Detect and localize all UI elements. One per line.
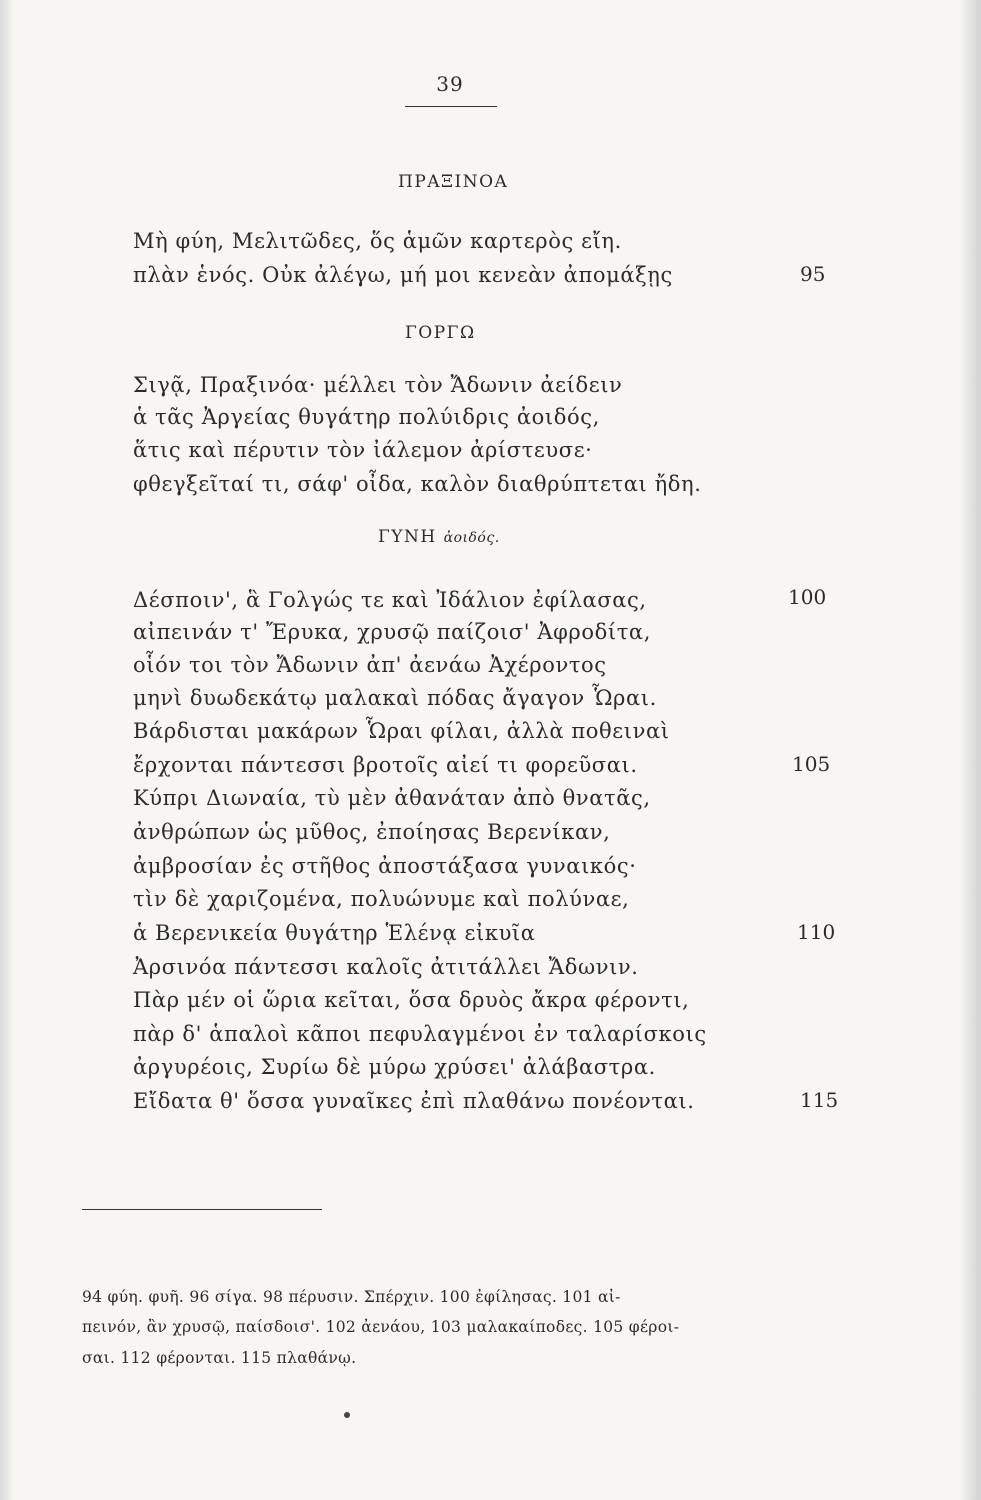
verse-line: Μὴ φύη, Μελιτῶδες, ὅς ἁμῶν καρτερὸς εἴη. (133, 229, 622, 253)
verse-line: Εἴδατα θ' ὅσσα γυναῖκες ἐπὶ πλαθάνω πονέονται. (133, 1089, 695, 1113)
speaker-heading: ΓΟΡΓΩ (405, 323, 476, 343)
verse-line: φθεγξεῖταί τι, σάφ' οἶδα, καλὸν διαθρύπτεται ἤδη. (133, 472, 702, 496)
verse-line: ἁ Βερενικεία θυγάτηρ Ἑλένᾳ εἰκυῖα (133, 921, 536, 945)
footnote-line: 94 φύη. φυῆ. 96 σίγα. 98 πέρυσιν. Σπέρχιν. 100 ἐφίλησας. 101 αἰ- (82, 1288, 621, 1306)
verse-line: ἀργυρέοις, Συρίω δὲ μύρω χρύσει' ἀλάβαστρα. (133, 1055, 656, 1079)
verse-line: Πὰρ μέν οἱ ὥρια κεῖται, ὅσα δρυὸς ἄκρα φέροντι, (133, 988, 690, 1012)
line-number: 100 (788, 585, 827, 609)
line-number: 105 (792, 752, 831, 776)
page-number-rule (405, 106, 497, 107)
verse-line: Κύπρι Διωναία, τὺ μὲν ἀθανάταν ἀπὸ θνατᾶς, (133, 786, 651, 810)
line-number: 110 (797, 920, 836, 944)
page-edge-right (959, 0, 981, 1500)
verse-line: Σιγᾷ, Πραξινόα· μέλλει τὸν Ἄδωνιν ἀείδειν (133, 373, 623, 397)
verse-line: ἀμβροσίαν ἐς στῆθος ἀποστάξασα γυναικός· (133, 854, 637, 878)
verse-line: ἁ τᾶς Ἀργείας θυγάτηρ πολύιδρις ἀοιδός, (133, 405, 600, 429)
verse-line: Βάρδισται μακάρων Ὧραι φίλαι, ἀλλὰ ποθειναὶ (133, 719, 670, 743)
verse-line: Δέσποιν', ἃ Γολγώς τε καὶ Ἰδάλιον ἐφίλασας, (133, 588, 647, 612)
verse-line: Ἀρσινόα πάντεσσι καλοῖς ἀτιτάλλει Ἄδωνιν. (133, 955, 639, 979)
speaker-name: ΓΥΝΗ (378, 527, 437, 547)
page-number: 39 (436, 72, 464, 96)
footnote-line: πεινόν, ἂν χρυσῷ, παίσδοισ'. 102 ἀενάου, 103 μαλακαίποδες. 105 φέροι- (82, 1318, 680, 1336)
verse-line: οἷόν τοι τὸν Ἄδωνιν ἀπ' ἀενάω Ἀχέροντος (133, 653, 607, 677)
footnote-line: σαι. 112 φέρονται. 115 πλαθάνῳ. (82, 1349, 357, 1367)
verse-line: αἰπεινάν τ' Ἔρυκα, χρυσῷ παίζοισ' Ἀφροδίτα, (133, 620, 651, 644)
page-speck (344, 1412, 350, 1418)
verse-line: ἅτις καὶ πέρυτιν τὸν ἰάλεμον ἀρίστευσε· (133, 438, 593, 462)
speaker-heading: ΠΡΑΞΙΝΟΑ (398, 172, 509, 192)
verse-line: ἔρχονται πάντεσσι βροτοῖς αἰεί τι φορεῦσαι. (133, 753, 638, 777)
speaker-note: ἀοιδός. (443, 530, 500, 546)
verse-line: πλὰν ἑνός. Οὐκ ἀλέγω, μή μοι κενεὰν ἀπομάξῃς (133, 263, 673, 287)
speaker-heading (378, 527, 500, 547)
footnote-rule (82, 1209, 322, 1210)
line-number: 115 (800, 1088, 839, 1112)
page-edge-left (0, 0, 14, 1500)
verse-line: τὶν δὲ χαριζομένα, πολυώνυμε καὶ πολύναε, (133, 887, 630, 911)
line-number: 95 (800, 262, 826, 286)
verse-line: ἀνθρώπων ὡς μῦθος, ἐποίησας Βερενίκαν, (133, 820, 611, 844)
verse-line: μηνὶ δυωδεκάτῳ μαλακαὶ πόδας ἄγαγον Ὧραι. (133, 686, 657, 710)
verse-line: πὰρ δ' ἁπαλοὶ κᾶποι πεφυλαγμένοι ἐν ταλαρίσκοις (133, 1022, 707, 1046)
